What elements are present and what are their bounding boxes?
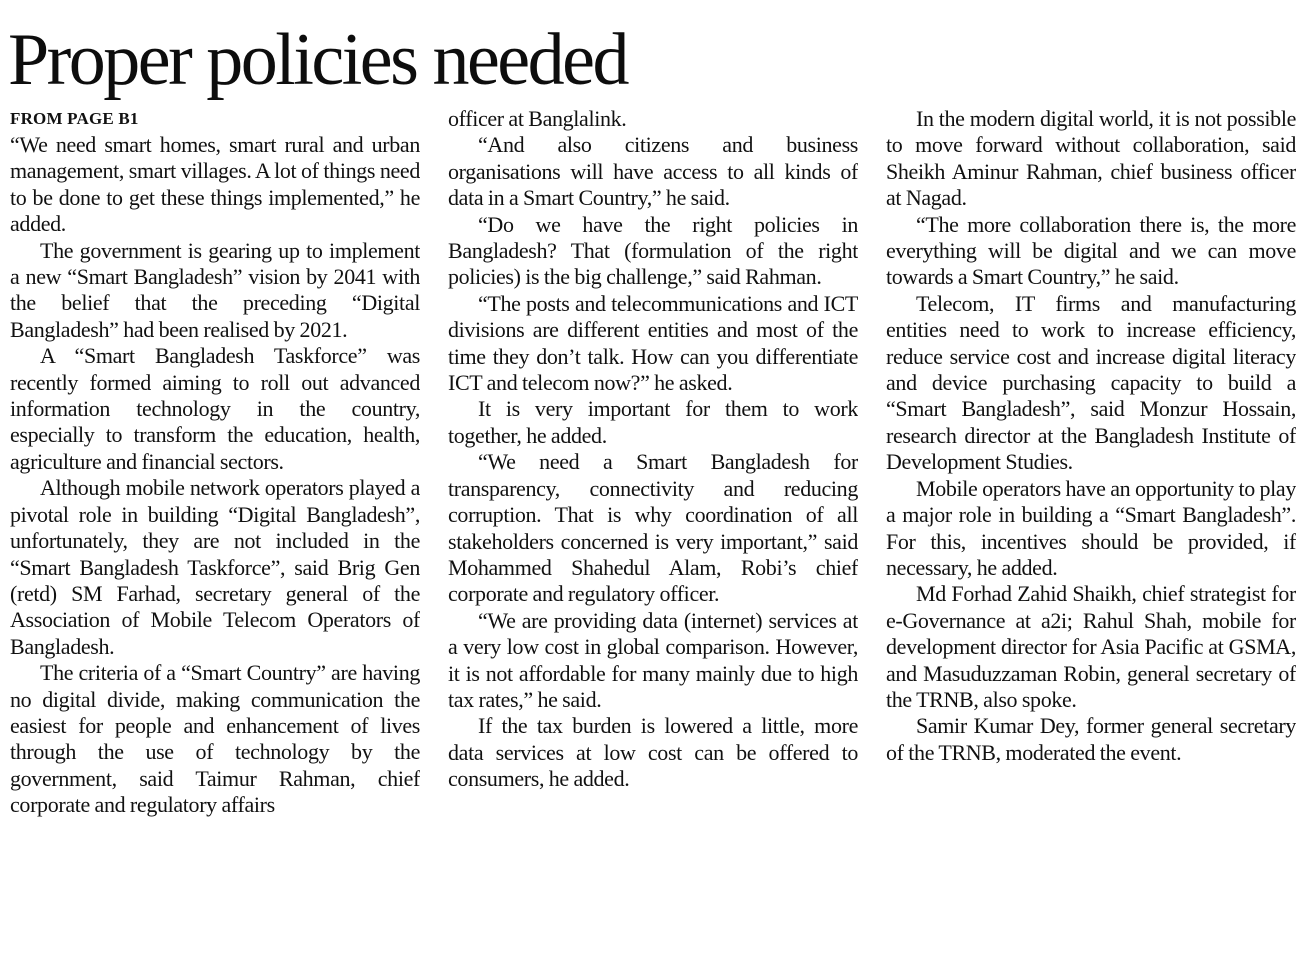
paragraph: “We need a Smart Bangladesh for transparency, connectivity and reducing corruption. That is why coordination of all stakeholders concerned is very important,” said Mohammed Shahedul Alam, Robi’s chief corporate and regulatory officer. [448,449,858,607]
continued-from-label: FROM PAGE B1 [10,109,139,128]
paragraph: “Do we have the right policies in Bangladesh? That (formulation of the right policies) is the big challenge,” said Rahman. [448,211,858,290]
paragraph: Md Forhad Zahid Shaikh, chief strategist for e-Governance at a2i; Rahul Shah, mobile for development director for Asia Pacific at GSMA, and Masuduzzaman Robin, general secretary of the TRNB, also spoke. [886,581,1296,712]
paragraph: Samir Kumar Dey, former general secretary of the TRNB, moderated the event. [886,713,1296,765]
article-column-3 [886,106,1296,956]
paragraph: A “Smart Bangladesh Taskforce” was recently formed aiming to roll out advanced information technology in the country, especially to transform the education, health, agriculture and financial sectors. [10,343,420,474]
article-body [10,106,1296,956]
article-column-2 [448,106,858,956]
paragraph: “We need smart homes, smart rural and urban management, smart villages. A lot of things need to be done to get these things implemented,” he added. [10,132,420,237]
paragraph: “We are providing data (internet) services at a very low cost in global comparison. However, it is not affordable for many mainly due to high tax rates,” he said. [448,607,858,712]
paragraph: The government is gearing up to implement a new “Smart Bangladesh” vision by 2041 with the belief that the preceding “Digital Bangladesh” had been realised by 2021. [10,237,420,342]
article-headline: Proper policies needed [8,19,627,101]
article-column-1 [10,106,420,956]
paragraph: If the tax burden is lowered a little, more data services at low cost can be offered to consumers, he added. [448,713,858,792]
paragraph: “The more collaboration there is, the more everything will be digital and we can move towards a Smart Country,” he said. [886,211,1296,290]
paragraph: In the modern digital world, it is not possible to move forward without collaboration, said Sheikh Aminur Rahman, chief business officer at Nagad. [886,106,1296,211]
paragraph: “And also citizens and business organisations will have access to all kinds of data in a Smart Country,” he said. [448,132,858,211]
paragraph: Mobile operators have an opportunity to play a major role in building a “Smart Bangladesh”. For this, incentives should be provided, if necessary, he added. [886,475,1296,580]
paragraph: Telecom, IT firms and manufacturing entities need to work to increase efficiency, reduce service cost and increase digital literacy and device purchasing capacity to build a “Smart Bangladesh”, said Monzur Hossain, research director at the Bangladesh Institute of Development Studies. [886,290,1296,475]
paragraph: The criteria of a “Smart Country” are having no digital divide, making communication the easiest for people and enhancement of lives through the use of technology by the government, said Taimur Rahman, chief corporate and regulatory affairs [10,660,420,818]
paragraph: officer at Banglalink. [448,106,627,131]
paragraph: Although mobile network operators played a pivotal role in building “Digital Bangladesh”, unfortunately, they are not included in the “Smart Bangladesh Taskforce”, said Brig Gen (retd) SM Farhad, secretary general of the Association of Mobile Telecom Operators of Bangladesh. [10,475,420,659]
paragraph: “The posts and telecommunications and ICT divisions are different entities and most of the time they don’t talk. How can you differentiate ICT and telecom now?” he asked. [448,290,858,396]
paragraph: It is very important for them to work together, he added. [448,396,858,448]
